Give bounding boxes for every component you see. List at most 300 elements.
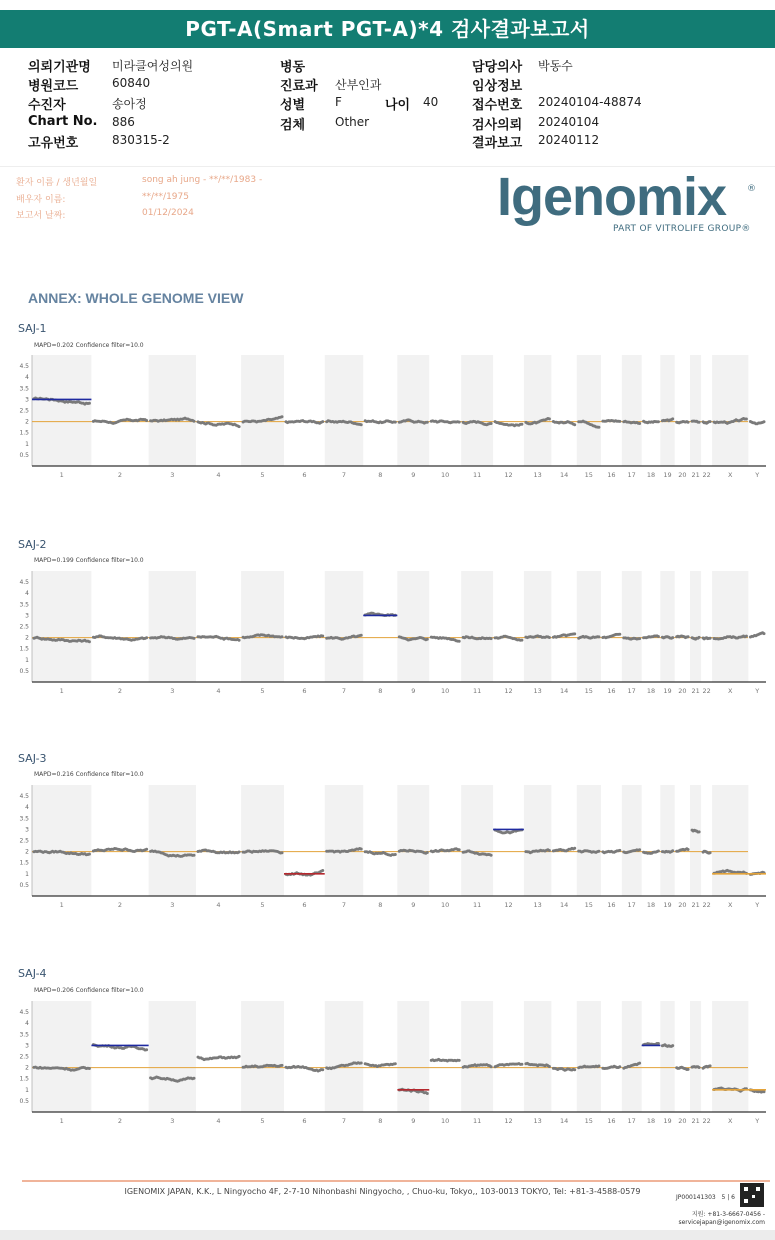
y-tick-label: 1.5 [19, 429, 29, 437]
partner-value: **/**/1975 [142, 192, 189, 202]
value-chart-no: 886 [112, 115, 135, 129]
cn-point [671, 1044, 674, 1047]
x-tick-label: 1 [59, 471, 64, 479]
chromosome-band [32, 571, 91, 682]
cn-point [763, 1090, 766, 1093]
cn-point [709, 851, 712, 854]
x-tick-label: 2 [117, 901, 123, 909]
x-tick-label: 6 [302, 687, 307, 695]
x-tick-label: 15 [584, 901, 593, 909]
y-tick-label: 3.5 [19, 601, 29, 609]
cn-point [671, 636, 674, 639]
label-sex: 성별 [280, 98, 306, 113]
x-tick-label: 19 [663, 471, 672, 479]
copy-number-points [601, 419, 621, 423]
cn-point [548, 417, 551, 420]
footer-contact [678, 1211, 765, 1227]
cn-point [763, 632, 766, 635]
page-number: 5 | 6 [721, 1194, 735, 1201]
chromosome-band [325, 571, 364, 682]
cn-point [597, 850, 600, 853]
cn-point [145, 1048, 148, 1051]
cn-point [597, 426, 600, 429]
cn-point [687, 848, 690, 851]
genome-plot-saj-1 [0, 350, 775, 480]
y-tick-label: 2 [25, 848, 29, 856]
chromosome-band [622, 571, 642, 682]
x-tick-label: 11 [472, 1117, 482, 1125]
y-tick-label: 1 [25, 656, 29, 664]
x-tick-label: 12 [504, 901, 513, 909]
copy-number-points [642, 634, 660, 639]
chromosome-band [712, 571, 748, 682]
y-tick-label: 2 [25, 634, 29, 642]
label-test-request: 검사의뢰 [472, 118, 523, 133]
patient-name-value: song ah jung - **/**/1983 - [142, 175, 263, 185]
cn-point [638, 422, 641, 425]
logo-registered-mark: ® [747, 184, 756, 194]
x-tick-label: 16 [607, 1117, 616, 1125]
value-test-request: 20240104 [538, 115, 600, 129]
cn-point [520, 639, 523, 642]
cn-point [281, 635, 284, 638]
chromosome-band [712, 785, 748, 896]
chromosome-band [241, 355, 284, 466]
cn-point [394, 853, 397, 856]
label-unique-no: 고유번호 [28, 136, 79, 151]
x-tick-label: 5 [260, 1117, 265, 1125]
x-tick-label: Y [755, 687, 760, 695]
copy-number-points [285, 869, 325, 877]
copy-number-points [197, 635, 241, 642]
doc-code: JP000141303 [676, 1194, 716, 1201]
value-result-report: 20240112 [538, 133, 600, 147]
partner-label: 배우자 이름: [16, 195, 66, 205]
chromosome-band [577, 355, 601, 466]
x-tick-label: 8 [378, 901, 383, 909]
chromosome-band [690, 355, 701, 466]
y-tick-label: 4 [25, 804, 29, 812]
y-tick-label: 1 [25, 870, 29, 878]
cn-point [193, 854, 196, 857]
cn-point [520, 1063, 523, 1066]
cn-point [698, 421, 701, 424]
x-tick-label: 14 [559, 471, 569, 479]
copy-number-points [285, 634, 325, 640]
x-tick-label: 12 [504, 687, 513, 695]
cn-point [238, 425, 241, 428]
cn-point [638, 848, 641, 851]
sample-label-saj-1: SAJ-1 [18, 322, 47, 335]
cn-point [321, 869, 324, 872]
chromosome-band [149, 1001, 196, 1112]
y-tick-label: 4.5 [19, 793, 29, 801]
x-tick-label: Y [755, 901, 760, 909]
page-bottom-strip [0, 1230, 775, 1240]
value-examinee: 송아정 [112, 97, 147, 111]
report-date-value: 01/12/2024 [142, 208, 194, 218]
x-tick-label: 2 [117, 687, 123, 695]
x-tick-label: X [727, 471, 733, 479]
y-tick-label: 0.5 [19, 881, 29, 889]
cn-point [426, 638, 429, 641]
x-tick-label: 9 [411, 687, 416, 695]
genome-plot-saj-4 [0, 996, 775, 1126]
cn-point [698, 830, 701, 833]
chromosome-band [660, 571, 674, 682]
copy-number-points [364, 419, 397, 424]
chromosome-band [325, 355, 364, 466]
cn-point [698, 636, 701, 639]
cn-point [281, 415, 284, 418]
x-tick-label: 8 [378, 687, 383, 695]
copy-number-points [749, 631, 766, 638]
y-tick-label: 4 [25, 374, 29, 382]
footer-address: IGENOMIX JAPAN, K.K., L Ningyocho 4F, 2-7-10 Nihonbashi Ningyocho, , Chuo-ku, Tokyo,, 103-0013 TOKYO, Tel: +81-3-4588-0579 [124, 1187, 641, 1196]
label-doctor: 담당의사 [472, 60, 523, 75]
cn-point [238, 851, 241, 854]
cn-point [520, 423, 523, 426]
cn-point [238, 1055, 241, 1058]
y-tick-label: 3.5 [19, 1031, 29, 1039]
value-unique-no: 830315-2 [112, 133, 170, 147]
x-tick-label: 16 [607, 901, 616, 909]
chromosome-band [622, 355, 642, 466]
chromosome-band [325, 1001, 364, 1112]
chromosome-band [577, 571, 601, 682]
x-tick-label: 18 [646, 1117, 656, 1125]
y-tick-label: 2 [25, 418, 29, 426]
genome-plot-saj-2 [0, 566, 775, 696]
logo-tagline: PART OF VITROLIFE GROUP® [613, 224, 751, 234]
y-tick-label: 4 [25, 1020, 29, 1028]
chromosome-band [524, 1001, 552, 1112]
copy-number-points [430, 419, 461, 424]
x-tick-label: 20 [678, 1117, 687, 1125]
x-tick-label: 13 [533, 471, 542, 479]
report-date-label: 보고서 날짜: [16, 211, 66, 221]
cn-point [597, 1065, 600, 1068]
cn-point [638, 1062, 641, 1065]
x-tick-label: 19 [663, 1117, 672, 1125]
cn-point [573, 632, 576, 635]
cn-point [548, 1065, 551, 1068]
cn-point [360, 634, 363, 637]
y-tick-label: 4.5 [19, 1009, 29, 1017]
x-tick-label: 3 [170, 901, 175, 909]
x-tick-label: 18 [646, 471, 656, 479]
label-specimen: 검체 [280, 118, 306, 133]
cn-point [618, 420, 621, 423]
mapd-saj-2: MAPD=0.199 Confidence filter=10.0 [34, 557, 144, 564]
x-tick-label: 16 [607, 471, 616, 479]
x-tick-label: Y [755, 1117, 760, 1125]
x-tick-label: X [727, 1117, 733, 1125]
x-tick-label: 5 [260, 901, 265, 909]
x-tick-label: 7 [341, 687, 347, 695]
x-tick-label: 6 [302, 1117, 307, 1125]
x-tick-label: 11 [472, 471, 482, 479]
copy-number-points [749, 420, 766, 425]
chromosome-band [241, 1001, 284, 1112]
cn-point [709, 637, 712, 640]
x-tick-label: 17 [627, 471, 636, 479]
copy-number-points [702, 850, 712, 855]
x-tick-label: 19 [663, 687, 672, 695]
copy-number-points [642, 850, 660, 855]
label-result-report: 결과보고 [472, 136, 523, 151]
chromosome-band [660, 355, 674, 466]
cn-point [597, 635, 600, 638]
chromosome-band [690, 1001, 701, 1112]
x-tick-label: 14 [559, 1117, 569, 1125]
label-examinee: 수진자 [28, 98, 66, 113]
cn-point [238, 639, 241, 642]
x-tick-label: 22 [702, 1117, 711, 1125]
cn-point [709, 420, 712, 423]
x-tick-label: 10 [441, 901, 450, 909]
cn-point [763, 420, 766, 423]
cn-point [360, 848, 363, 851]
x-tick-label: 6 [302, 471, 307, 479]
y-tick-label: 0.5 [19, 667, 29, 675]
x-tick-label: 13 [533, 1117, 542, 1125]
x-tick-label: 13 [533, 901, 542, 909]
cn-point [458, 848, 461, 851]
chromosome-band [461, 571, 493, 682]
y-tick-label: 4.5 [19, 579, 29, 587]
x-tick-label: 6 [302, 901, 307, 909]
chromosome-band [461, 355, 493, 466]
genome-plot-saj-3 [0, 780, 775, 910]
copy-number-points [430, 1058, 461, 1063]
x-tick-label: 12 [504, 471, 513, 479]
y-tick-label: 1 [25, 1086, 29, 1094]
value-receipt-no: 20240104-48874 [538, 95, 642, 109]
x-tick-label: Y [755, 471, 760, 479]
cn-point [360, 423, 363, 426]
x-tick-label: 3 [170, 1117, 175, 1125]
logo-wordmark: Igenomix [497, 167, 727, 227]
copy-number-points [642, 420, 660, 425]
copy-number-points [285, 419, 325, 425]
cn-point [687, 635, 690, 638]
y-tick-label: 3 [25, 1042, 29, 1050]
y-tick-label: 2 [25, 1064, 29, 1072]
chromosome-band [712, 1001, 748, 1112]
x-tick-label: 4 [216, 471, 221, 479]
x-tick-label: 11 [472, 901, 482, 909]
x-tick-label: 17 [627, 1117, 636, 1125]
chromosome-band [622, 1001, 642, 1112]
x-tick-label: 1 [59, 687, 64, 695]
label-chart-no: Chart No. [28, 114, 98, 129]
cn-point [145, 848, 148, 851]
x-tick-label: 11 [472, 687, 482, 695]
cn-point [394, 421, 397, 424]
y-tick-label: 4 [25, 590, 29, 598]
y-tick-label: 2.5 [19, 837, 29, 845]
x-tick-label: 10 [441, 687, 450, 695]
chromosome-band [149, 785, 196, 896]
y-tick-label: 3.5 [19, 815, 29, 823]
chromosome-band [149, 571, 196, 682]
chromosome-band [397, 1001, 429, 1112]
x-tick-label: 4 [216, 687, 221, 695]
cn-point [657, 420, 660, 423]
y-tick-label: 1.5 [19, 645, 29, 653]
x-tick-label: 3 [170, 687, 175, 695]
footer-divider [22, 1180, 770, 1182]
qr-code-icon [740, 1183, 764, 1207]
y-tick-label: 3 [25, 396, 29, 404]
x-tick-label: 15 [584, 687, 593, 695]
chromosome-band [32, 1001, 91, 1112]
x-tick-label: 20 [678, 901, 687, 909]
copy-number-points [601, 849, 621, 854]
x-tick-label: 8 [378, 1117, 383, 1125]
x-tick-label: 1 [59, 901, 64, 909]
x-tick-label: 10 [441, 1117, 450, 1125]
x-tick-label: 18 [646, 687, 656, 695]
x-tick-label: 12 [504, 1117, 513, 1125]
chromosome-band [577, 1001, 601, 1112]
cn-point [687, 1068, 690, 1071]
label-receipt-no: 접수번호 [472, 98, 523, 113]
sample-label-saj-2: SAJ-2 [18, 538, 47, 551]
patient-name-label: 환자 이름 / 생년월일 [16, 178, 98, 188]
x-tick-label: 2 [117, 1117, 123, 1125]
footer-email: servicejapan@igenomix.com [678, 1219, 765, 1226]
chromosome-band [32, 355, 91, 466]
value-hospital-code: 60840 [112, 76, 151, 90]
x-tick-label: 9 [411, 901, 416, 909]
value-specimen: Other [335, 115, 370, 129]
mapd-saj-3: MAPD=0.216 Confidence filter=10.0 [34, 771, 144, 778]
cn-point [618, 849, 621, 852]
label-department: 진료과 [280, 79, 318, 94]
cn-point [490, 637, 493, 640]
x-tick-label: 9 [411, 1117, 416, 1125]
x-tick-label: 17 [627, 901, 636, 909]
y-tick-label: 3 [25, 826, 29, 834]
value-sex: F [335, 95, 342, 109]
cn-point [458, 640, 461, 643]
copy-number-points [601, 1065, 621, 1070]
copy-number-points [430, 847, 461, 853]
chromosome-band [524, 355, 552, 466]
cn-point [281, 851, 284, 854]
copy-number-points [92, 1043, 148, 1051]
x-tick-label: 13 [533, 687, 542, 695]
x-tick-label: 14 [559, 687, 569, 695]
label-clinical-info: 임상정보 [472, 79, 523, 94]
copy-number-points [601, 633, 621, 640]
cn-point [88, 402, 91, 405]
copy-number-points [197, 1055, 241, 1061]
cn-point [360, 1062, 363, 1065]
x-tick-label: 5 [260, 471, 265, 479]
value-department: 산부인과 [335, 78, 382, 92]
copy-number-points [675, 1066, 689, 1071]
x-tick-label: 4 [216, 901, 221, 909]
value-doctor: 박동수 [538, 59, 573, 73]
cn-point [426, 851, 429, 854]
cn-point [573, 423, 576, 426]
cn-point [281, 1064, 284, 1067]
cn-point [573, 847, 576, 850]
x-tick-label: 21 [691, 1117, 700, 1125]
cn-point [618, 633, 621, 636]
chromosome-band [397, 785, 429, 896]
chromosome-band [524, 571, 552, 682]
x-tick-label: 2 [117, 471, 123, 479]
copy-number-points [494, 635, 524, 642]
x-tick-label: 20 [678, 471, 687, 479]
chromosome-band [241, 571, 284, 682]
cn-point [394, 1062, 397, 1065]
copy-number-points [430, 636, 461, 643]
label-age: 나이 [385, 98, 411, 113]
cn-point [88, 640, 91, 643]
x-tick-label: 21 [691, 901, 700, 909]
y-tick-label: 1.5 [19, 859, 29, 867]
footer-phone: 지원: +81-3-6667-0456 - [691, 1211, 765, 1218]
x-tick-label: X [727, 901, 733, 909]
cn-point [426, 421, 429, 424]
cn-point [458, 421, 461, 424]
y-tick-label: 0.5 [19, 1097, 29, 1105]
x-tick-label: 22 [702, 687, 711, 695]
y-tick-label: 2.5 [19, 407, 29, 415]
cn-point [671, 849, 674, 852]
copy-number-points [285, 1065, 325, 1073]
x-tick-label: 22 [702, 901, 711, 909]
y-tick-label: 1.5 [19, 1075, 29, 1083]
cn-point [638, 637, 641, 640]
cn-point [745, 635, 748, 638]
chromosome-band [397, 355, 429, 466]
chromosome-band [32, 785, 91, 896]
chromosome-band [660, 785, 674, 896]
x-tick-label: 7 [341, 471, 347, 479]
chromosome-band [690, 571, 701, 682]
x-tick-label: 18 [646, 901, 656, 909]
cn-point [548, 636, 551, 639]
chromosome-band [461, 785, 493, 896]
cn-point [671, 417, 674, 420]
cn-point [490, 422, 493, 425]
cn-point [745, 418, 748, 421]
sample-label-saj-4: SAJ-4 [18, 967, 47, 980]
cn-point [709, 1064, 712, 1067]
chromosome-band [461, 1001, 493, 1112]
footer-doc-code [676, 1194, 735, 1201]
value-requesting-institution: 미라클여성의원 [112, 59, 194, 73]
y-tick-label: 3 [25, 612, 29, 620]
x-tick-label: 10 [441, 471, 450, 479]
mapd-saj-1: MAPD=0.202 Confidence filter=10.0 [34, 342, 144, 349]
copy-number-points [702, 1064, 712, 1069]
cn-point [426, 1092, 429, 1095]
chromosome-band [622, 785, 642, 896]
label-hospital-code: 병원코드 [28, 79, 79, 94]
y-tick-label: 4.5 [19, 363, 29, 371]
label-requesting-institution: 의뢰기관명 [28, 60, 91, 75]
sample-label-saj-3: SAJ-3 [18, 752, 47, 765]
x-tick-label: 9 [411, 471, 416, 479]
copy-number-points [552, 420, 576, 426]
